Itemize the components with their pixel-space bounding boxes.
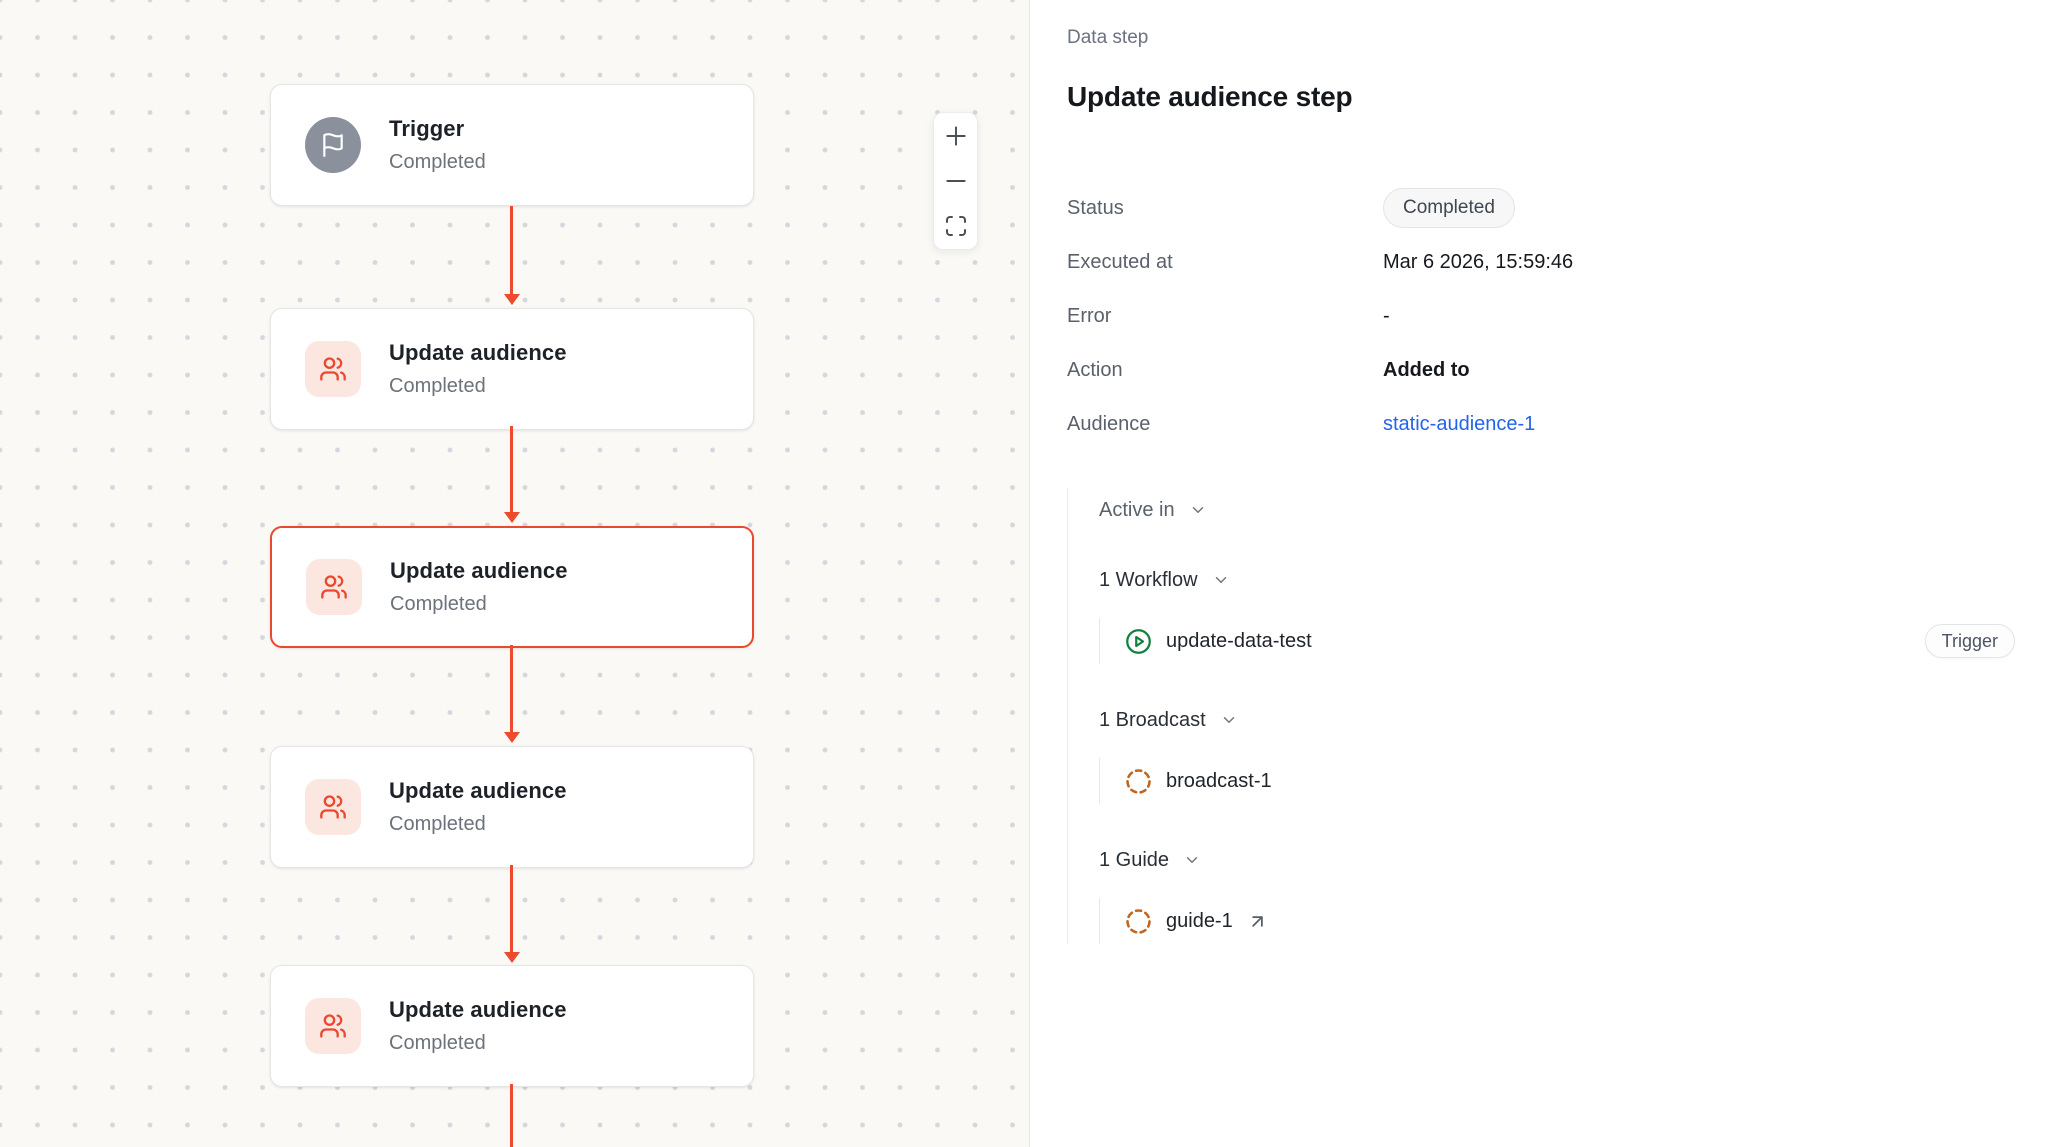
workflow-node-update-audience-2-selected[interactable] [270,526,754,648]
field-label: Action [1067,358,1123,381]
field-value: Added to [1383,358,1470,381]
panel-kicker: Data step [1067,27,1149,48]
chevron-down-icon [1212,571,1230,589]
zoom-in-button[interactable] [934,113,977,158]
group-guide [1099,846,2048,944]
connector-edge [510,1084,513,1147]
node-title: Update audience [389,778,567,803]
group-workflow [1099,566,2048,664]
users-icon [305,341,361,397]
node-status: Completed [389,813,486,835]
plus-icon [943,123,969,149]
broadcast-item[interactable] [1099,758,2048,804]
node-status: Completed [389,1032,486,1054]
flag-icon [305,117,361,173]
audience-link[interactable]: static-audience-1 [1383,412,1536,435]
field-row-action [1067,350,2048,390]
connector-edge [510,206,513,294]
connector-arrowhead [504,732,520,743]
field-label: Audience [1067,412,1151,435]
play-circle-icon [1125,628,1152,655]
guide-item[interactable] [1099,898,2048,944]
connector-arrowhead [504,294,520,305]
connector-arrowhead [504,952,520,963]
field-row-audience [1067,404,2048,444]
group-guide-toggle[interactable] [1099,846,1201,874]
workflow-node-update-audience-4[interactable] [270,965,754,1087]
node-title: Update audience [389,997,567,1022]
node-status: Completed [390,593,487,615]
group-broadcast [1099,706,2048,804]
node-title: Trigger [389,116,465,141]
node-title: Update audience [390,558,568,583]
group-broadcast-toggle[interactable] [1099,706,1238,734]
field-row-error [1067,296,2048,336]
active-in-label: Active in [1099,498,1175,521]
node-status: Completed [389,375,486,397]
active-in-section [1067,488,2048,944]
item-name: broadcast-1 [1166,769,1272,792]
field-value: Mar 6 2026, 15:59:46 [1383,250,1574,273]
field-list [1067,188,2048,444]
zoom-out-button[interactable] [934,158,977,203]
users-icon [306,559,362,615]
item-name: guide-1 [1166,909,1233,932]
node-status: Completed [389,151,486,173]
workflow-item[interactable] [1099,618,2048,664]
dashed-circle-icon [1125,908,1152,935]
field-label: Error [1067,304,1112,327]
item-name: update-data-test [1166,629,1312,652]
field-value: - [1383,304,1390,327]
status-badge: Completed [1383,188,1515,228]
page-title: Update audience step [1067,81,1353,112]
arrow-up-right-icon [1247,911,1268,932]
users-icon [305,779,361,835]
minus-icon [943,168,969,194]
field-row-executed-at [1067,242,2048,282]
workflow-node-update-audience-1[interactable] [270,308,754,430]
details-panel [1029,0,2048,1147]
chevron-down-icon [1183,851,1201,869]
fit-view-button[interactable] [934,204,977,249]
node-title: Update audience [389,340,567,365]
connector-edge [510,645,513,732]
zoom-toolbar [933,112,978,250]
field-row-status [1067,188,2048,228]
users-icon [305,998,361,1054]
field-label: Status [1067,196,1124,219]
trigger-tag: Trigger [1925,624,2015,658]
maximize-icon [944,214,968,238]
group-label: 1 Broadcast [1099,708,1206,731]
dashed-circle-icon [1125,768,1152,795]
connector-edge [510,426,513,512]
workflow-node-update-audience-3[interactable] [270,746,754,868]
active-in-toggle[interactable] [1099,496,1207,524]
field-label: Executed at [1067,250,1173,273]
connector-edge [510,865,513,952]
workflow-node-trigger[interactable] [270,84,754,206]
group-label: 1 Workflow [1099,568,1198,591]
group-workflow-toggle[interactable] [1099,566,1230,594]
chevron-down-icon [1189,501,1207,519]
group-label: 1 Guide [1099,848,1170,871]
chevron-down-icon [1220,711,1238,729]
connector-arrowhead [504,512,520,523]
